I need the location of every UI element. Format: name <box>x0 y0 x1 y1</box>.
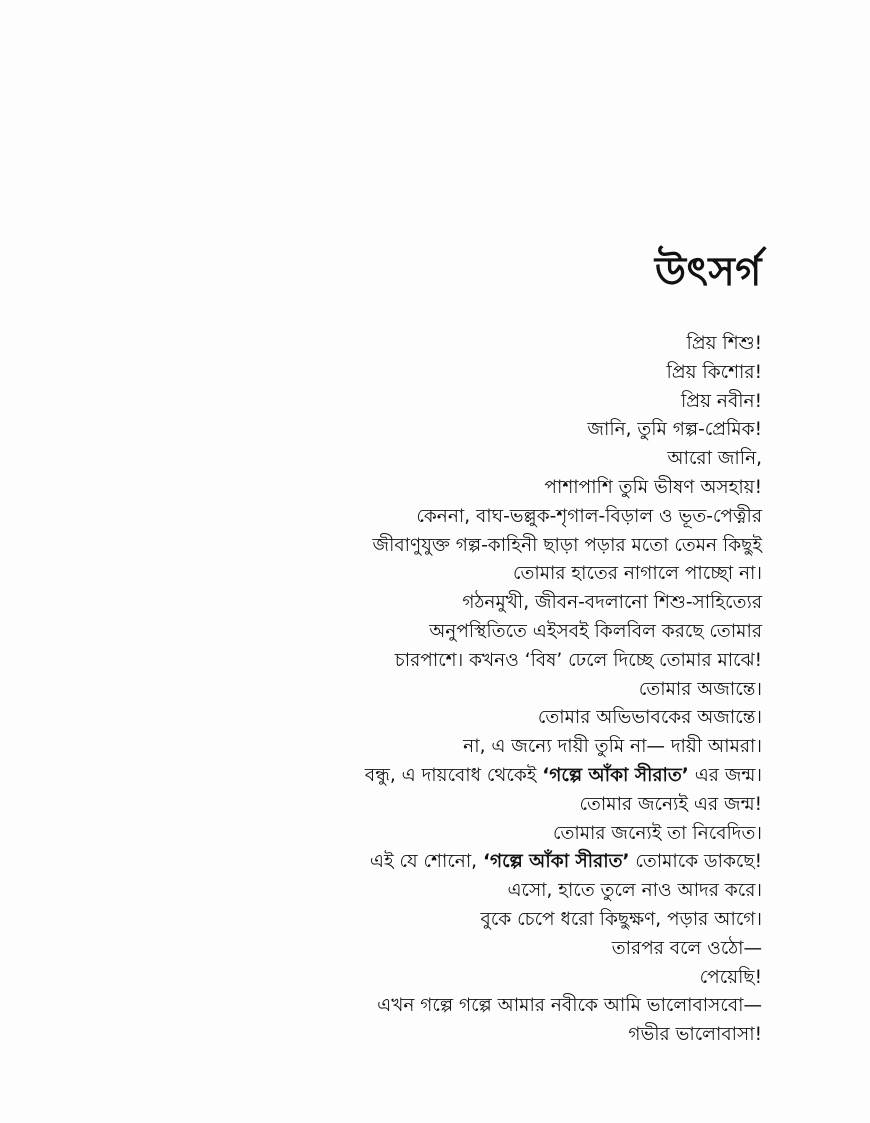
book-title-text: ‘গল্পে আঁকা সীরাত’ <box>482 851 630 873</box>
poem-line <box>242 532 762 561</box>
poem-line <box>242 445 762 474</box>
poem-line <box>242 1021 762 1050</box>
poem-text: তোমার হাতের নাগালে পাচ্ছো না। <box>512 563 762 585</box>
poem-line <box>242 676 762 705</box>
poem-line <box>242 704 762 733</box>
poem-text: বুকে চেপে ধরো কিছুক্ষণ, পড়ার আগে। <box>480 908 762 930</box>
poem-text: জানি, তুমি গল্প-প্রেমিক! <box>587 419 762 441</box>
poem-text: এর জন্ম। <box>688 764 762 786</box>
poem-text: প্রিয় কিশোর! <box>666 361 762 383</box>
poem-text: তোমার অজান্তে। <box>638 678 762 700</box>
poem-line <box>242 503 762 532</box>
poem-line <box>242 877 762 906</box>
poem-text: কেননা, বাঘ-ভল্লুক-শৃগাল-বিড়াল ও ভূত-পেত্নীর <box>416 505 762 527</box>
poem-line <box>242 935 762 964</box>
dedication-poem <box>242 330 762 1050</box>
poem-line <box>242 589 762 618</box>
poem-line <box>242 906 762 935</box>
poem-text: তোমার জন্যেই এর জন্ম! <box>579 793 762 815</box>
poem-text: এখন গল্পে গল্পে আমার নবীকে আমি ভালোবাসবো— <box>377 995 762 1017</box>
book-title-text: ‘গল্পে আঁকা সীরাত’ <box>542 764 689 786</box>
poem-text: তোমার জন্যেই তা নিবেদিত। <box>552 822 762 844</box>
poem-text: প্রিয় শিশু! <box>686 333 762 354</box>
poem-text: না, এ জন্যে দায়ী তুমি না— দায়ী আমরা। <box>463 736 762 758</box>
poem-line <box>242 359 762 388</box>
poem-text: এসো, হাতে তুলে নাও আদর করে। <box>507 880 762 902</box>
poem-line <box>242 762 762 791</box>
poem-text: এই যে শোনো, <box>369 851 483 873</box>
poem-line <box>242 992 762 1021</box>
poem-text: আরো জানি, <box>667 448 762 470</box>
poem-text: জীবাণুযুক্ত গল্প-কাহিনী ছাড়া পড়ার মতো তেমন কিছুই <box>372 534 762 556</box>
poem-line <box>242 733 762 762</box>
poem-line <box>242 791 762 820</box>
poem-text: প্রিয় নবীন! <box>681 390 762 412</box>
poem-text: তোমাকে ডাকছে! <box>629 851 762 873</box>
poem-text: গঠনমুখী, জীবন-বদলানো শিশু-সাহিত্যের <box>462 592 762 614</box>
poem-line <box>242 560 762 589</box>
poem-text: গভীর ভালোবাসা! <box>628 1024 762 1046</box>
poem-text: পেয়েছি! <box>699 966 762 988</box>
poem-text: অনুপস্থিতিতে এইসবই কিলবিল করছে তোমার <box>429 620 762 642</box>
poem-text: পাশাপাশি তুমি ভীষণ অসহায়! <box>544 476 762 498</box>
poem-text: বন্ধু, এ দায়বোধ থেকেই <box>364 764 543 786</box>
poem-line <box>242 848 762 877</box>
poem-line <box>242 618 762 647</box>
poem-text: চারপাশে। কখনও ‘বিষ’ ঢেলে দিচ্ছে তোমার মাঝে! <box>394 649 762 671</box>
page-title: উৎসর্গ <box>654 249 762 295</box>
poem-line <box>242 647 762 676</box>
poem-line <box>242 474 762 503</box>
poem-line <box>242 416 762 445</box>
poem-line <box>242 330 762 359</box>
poem-line <box>242 820 762 849</box>
poem-line <box>242 964 762 993</box>
poem-text: তারপর বলে ওঠো— <box>611 937 762 959</box>
poem-text: তোমার অভিভাবকের অজান্তে। <box>537 707 762 729</box>
poem-line <box>242 388 762 417</box>
